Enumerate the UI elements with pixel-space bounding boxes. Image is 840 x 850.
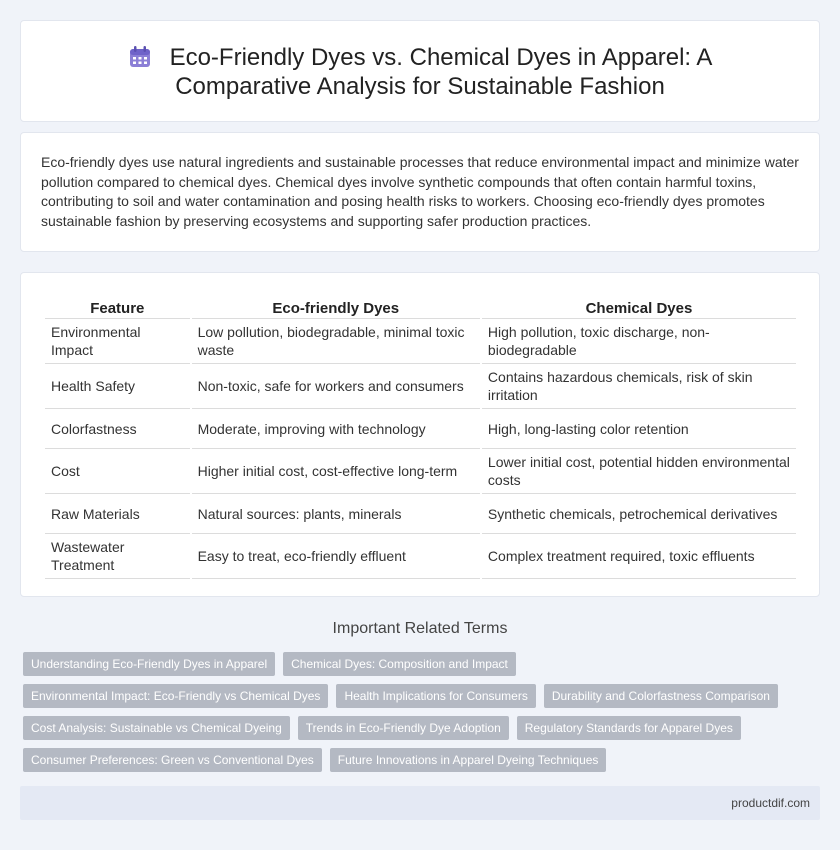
related-term-link[interactable]: Future Innovations in Apparel Dyeing Techniques bbox=[330, 748, 607, 772]
related-term-link[interactable]: Cost Analysis: Sustainable vs Chemical Dyeing bbox=[23, 716, 290, 740]
comparison-table-card bbox=[20, 272, 820, 597]
table-cell: Contains hazardous chemicals, risk of skin irritation bbox=[482, 364, 796, 409]
table-cell: Natural sources: plants, minerals bbox=[192, 494, 480, 534]
table-cell: Non-toxic, safe for workers and consumers bbox=[192, 364, 480, 409]
related-term-link[interactable]: Environmental Impact: Eco-Friendly vs Chemical Dyes bbox=[23, 684, 328, 708]
table-cell: Cost bbox=[45, 449, 190, 494]
table-cell: Lower initial cost, potential hidden environmental costs bbox=[482, 449, 796, 494]
table-cell: Wastewater Treatment bbox=[45, 534, 190, 579]
related-term-link[interactable]: Chemical Dyes: Composition and Impact bbox=[283, 652, 516, 676]
header-card bbox=[20, 20, 820, 122]
table-row bbox=[45, 409, 796, 449]
table-cell: Colorfastness bbox=[45, 409, 190, 449]
related-term-link[interactable]: Understanding Eco-Friendly Dyes in Apparel bbox=[23, 652, 275, 676]
table-cell: Environmental Impact bbox=[45, 319, 190, 364]
header-eco-friendly: Eco-friendly Dyes bbox=[192, 297, 480, 319]
footer bbox=[20, 786, 820, 820]
related-term-link[interactable]: Health Implications for Consumers bbox=[336, 684, 535, 708]
table-cell: Health Safety bbox=[45, 364, 190, 409]
table-row bbox=[45, 494, 796, 534]
header-feature: Feature bbox=[45, 297, 190, 319]
page-title: Eco-Friendly Dyes vs. Chemical Dyes in Apparel: A Comparative Analysis for Sustainable Fashion bbox=[169, 44, 713, 100]
table-row bbox=[45, 364, 796, 409]
table-cell: Easy to treat, eco-friendly effluent bbox=[192, 534, 480, 579]
related-term-link[interactable]: Regulatory Standards for Apparel Dyes bbox=[517, 716, 741, 740]
related-term-link[interactable]: Trends in Eco-Friendly Dye Adoption bbox=[298, 716, 509, 740]
table-row bbox=[45, 319, 796, 364]
related-terms-title: Important Related Terms bbox=[332, 620, 508, 637]
table-cell: High, long-lasting color retention bbox=[482, 409, 796, 449]
table-cell: Complex treatment required, toxic effluents bbox=[482, 534, 796, 579]
table-cell: High pollution, toxic discharge, non-biodegradable bbox=[482, 319, 796, 364]
table-cell: Higher initial cost, cost-effective long-term bbox=[192, 449, 480, 494]
related-term-link[interactable]: Durability and Colorfastness Comparison bbox=[544, 684, 778, 708]
table-cell: Synthetic chemicals, petrochemical derivatives bbox=[482, 494, 796, 534]
table-cell: Low pollution, biodegradable, minimal toxic waste bbox=[192, 319, 480, 364]
comparison-table bbox=[43, 297, 798, 579]
calendar-icon bbox=[128, 45, 152, 69]
table-header-row bbox=[45, 297, 796, 319]
page-title-wrap bbox=[21, 43, 819, 101]
related-term-link[interactable]: Consumer Preferences: Green vs Conventional Dyes bbox=[23, 748, 322, 772]
related-terms-list bbox=[23, 652, 823, 772]
table-row bbox=[45, 449, 796, 494]
intro-card bbox=[20, 132, 820, 252]
header-chemical: Chemical Dyes bbox=[482, 297, 796, 319]
intro-paragraph: Eco-friendly dyes use natural ingredients and sustainable processes that reduce environmental impact and minimize water pollution compared to chemical dyes. Chemical dyes involve synthetic compounds that often contain harmful toxins, contributing to soil and water contamination and posing health risks to workers. Choosing eco-friendly dyes promotes sustainable fashion by preserving ecosystems and supporting safer production practices. bbox=[41, 154, 799, 229]
footer-site-link[interactable]: productdif.com bbox=[731, 796, 810, 810]
table-cell: Raw Materials bbox=[45, 494, 190, 534]
table-row bbox=[45, 534, 796, 579]
table-cell: Moderate, improving with technology bbox=[192, 409, 480, 449]
